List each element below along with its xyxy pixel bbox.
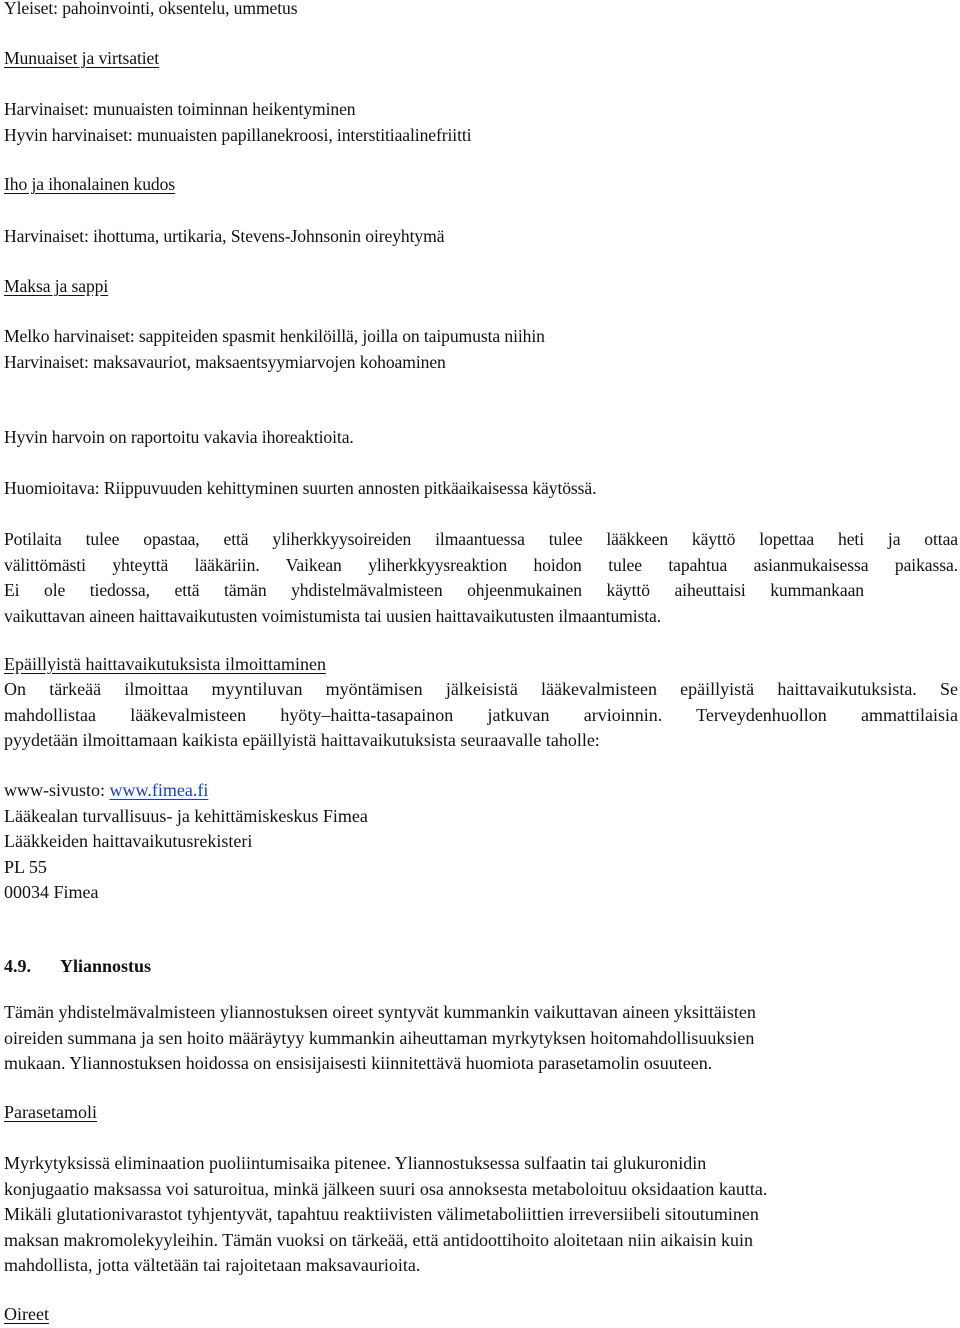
skin-heading: Iho ja ihonalainen kudos: [4, 174, 176, 194]
dependence-note: [4, 476, 960, 502]
overdose-line-3: mukaan. Yliannostuksen hoidossa on ensisijaisesti kiinnitettävä huomiota parasetamolin osuuteen.: [4, 1053, 713, 1073]
overdose-heading: [4, 954, 960, 980]
reporting-line-1: On tärkeää ilmoittaa myyntiluvan myöntämisen jälkeisistä lääkevalmisteen epäillyistä haittavaikutuksista. Se: [4, 679, 958, 699]
liver-effects: [4, 324, 960, 375]
website-label: www-sivusto:: [4, 780, 110, 800]
symptoms-heading: Oireet: [4, 1304, 49, 1324]
paracetamol-line-2: konjugaatio maksassa voi saturoitua, minkä jälkeen suuri osa annoksesta metaboloituu oksidaation kautta.: [4, 1178, 768, 1199]
patient-advice-line-3: Ei ole tiedossa, että tämän yhdistelmävalmisteen ohjeenmukainen käyttö aiheuttaisi kummankaan: [4, 580, 864, 600]
paracetamol-text: [4, 1151, 960, 1279]
reporting-section: [4, 652, 960, 678]
patient-advice-line-1: Potilaita tulee opastaa, että yliherkkyysoireiden ilmaantuessa tulee lääkkeen käyttö lopettaa heti ja ottaa: [4, 529, 958, 549]
paracetamol-line-3: Mikäli glutationivarastot tyhjentyvät, tapahtuu reaktiivisten välimetaboliittien irreversiibeli sitoutuminen: [4, 1204, 759, 1224]
skin-effects: [4, 224, 960, 250]
address-line-4: 00034 Fimea: [4, 882, 99, 902]
address-line-3: PL 55: [4, 856, 47, 877]
reporting-text: [4, 677, 958, 754]
section-title: Yliannostus: [60, 956, 152, 976]
kidney-line-2: Hyvin harvinaiset: munuaisten papillanekroosi, interstitiaalinefriitti: [4, 124, 472, 145]
website-line: [4, 778, 960, 804]
liver-section: [4, 274, 960, 300]
patient-advice-line-4: vaikuttavan aineen haittavaikutusten voimistumista tai uusien haittavaikutusten ilmaantumista.: [4, 605, 662, 626]
paracetamol-section: [4, 1100, 960, 1126]
paracetamol-heading: Parasetamoli: [4, 1102, 97, 1122]
general-effects: [4, 0, 960, 22]
kidney-heading: Munuaiset ja virtsatiet: [4, 48, 160, 68]
reporting-line-3: pyydetään ilmoittamaan kaikista epäillyistä haittavaikutuksista seuraavalle taholle:: [4, 730, 600, 750]
paracetamol-line-4: maksan makromolekyyleihin. Tämän vuoksi on tärkeää, että antidoottihoito aloitetaan niin aikaisin kuin: [4, 1229, 753, 1250]
liver-line-2: Harvinaiset: maksavauriot, maksaentsyymiarvojen kohoaminen: [4, 351, 446, 372]
section-number: 4.9.: [4, 956, 31, 976]
address-line-1: Lääkealan turvallisuus- ja kehittämiskeskus Fimea: [4, 805, 368, 826]
overdose-line-1: Tämän yhdistelmävalmisteen yliannostuksen oireet syntyvät kummankin vaikuttavan aineen yksittäisten: [4, 1002, 756, 1022]
reporting-line-2: mahdollistaa lääkevalmisteen hyöty–haitta-tasapainon jatkuvan arvioinnin. Terveydenhuollon ammattilaisia: [4, 704, 958, 725]
patient-advice-line-2: välittömästi yhteyttä lääkäriin. Vaikean yliherkkyysreaktion hoidon tulee tapahtua asianmukaisessa paikassa.: [4, 554, 958, 575]
liver-heading: Maksa ja sappi: [4, 276, 109, 296]
fimea-link[interactable]: www.fimea.fi: [109, 780, 209, 800]
general-effects-line: Yleiset: pahoinvointi, oksentelu, ummetus: [4, 0, 298, 18]
rare-skin-line: Hyvin harvoin on raportoitu vakavia ihoreaktioita.: [4, 427, 354, 447]
kidney-line-1: Harvinaiset: munuaisten toiminnan heikentyminen: [4, 99, 356, 119]
symptoms-section: [4, 1302, 960, 1328]
address-line-2: Lääkkeiden haittavaikutusrekisteri: [4, 831, 253, 851]
kidney-section: [4, 46, 960, 72]
patient-advice: [4, 527, 958, 629]
reporting-contact: [4, 778, 960, 906]
dependence-line: Huomioitava: Riippuvuuden kehittyminen suurten annosten pitkäaikaisessa käytössä.: [4, 478, 597, 498]
skin-section: [4, 172, 960, 198]
kidney-effects: [4, 97, 960, 148]
liver-line-1: Melko harvinaiset: sappiteiden spasmit henkilöillä, joilla on taipumusta niihin: [4, 326, 545, 346]
skin-line-1: Harvinaiset: ihottuma, urtikaria, Stevens-Johnsonin oireyhtymä: [4, 226, 445, 246]
overdose-line-2: oireiden summana ja sen hoito määräytyy kummankin aiheuttaman myrkytyksen hoitomahdollisuuksien: [4, 1027, 755, 1048]
paracetamol-line-5: mahdollista, jotta vältetään tai rajoitetaan maksavaurioita.: [4, 1255, 421, 1275]
reporting-heading: Epäillyistä haittavaikutuksista ilmoittaminen: [4, 654, 326, 674]
overdose-text: [4, 1000, 960, 1077]
rare-skin-note: [4, 425, 960, 451]
paracetamol-line-1: Myrkytyksissä eliminaation puoliintumisaika pitenee. Yliannostuksessa sulfaatin tai glukuronidin: [4, 1153, 707, 1173]
